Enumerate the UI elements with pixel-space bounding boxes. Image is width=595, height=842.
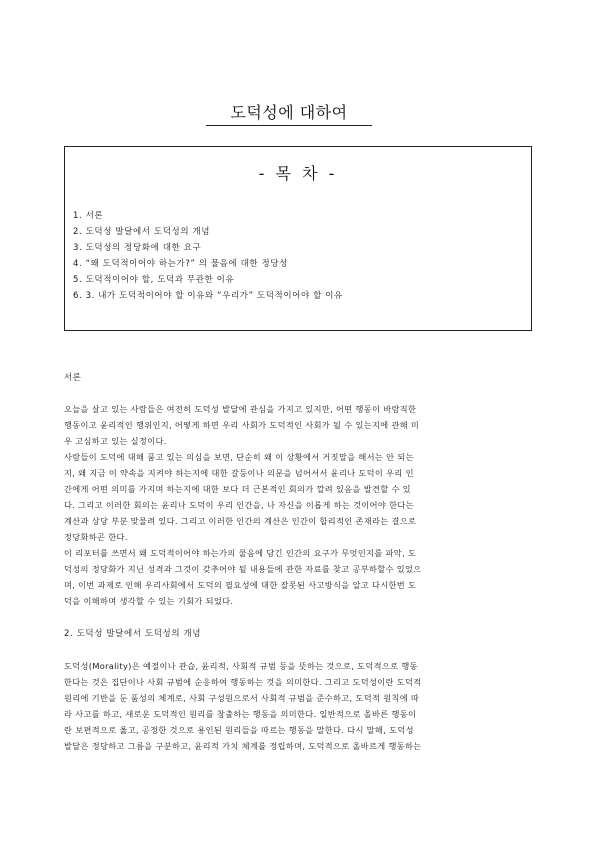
paragraph-line: 도덕성(Morality)은 예절이나 관습, 윤리적, 사회적 규범 등을 뜻하는 것으로, 도덕적으로 행동	[64, 661, 418, 671]
paragraph-line: 지, 왜 지금 이 약속을 지켜야 하는지에 대한 갈등이나 의문을 넘어서서 윤리나 도덕이 우리 인	[64, 468, 414, 478]
toc-item: 4. “왜 도덕적이어야 하는가?” 의 물음에 대한 정당성	[73, 259, 288, 269]
section-heading-intro: 서론	[64, 373, 82, 383]
paragraph-line: 다. 그리고 이러한 회의는 윤리나 도덕이 우리 인간을, 나 자신을 이롭게 하는 것이어야 한다는	[64, 500, 414, 510]
paragraph-line: 라 사고를 하고, 새로운 도덕적인 원리를 창출하는 행동을 의미한다. 일반적으로 올바른 행동이	[64, 709, 417, 719]
paragraph-line: 란 보편적으로 옳고, 공정한 것으로 용인된 원리들을 따르는 행동을 말한다. 다시 말해, 도덕성	[64, 725, 414, 735]
paragraph-line: 오늘을 살고 있는 사람들은 여전히 도덕성 발달에 관심을 가지고 있지만, 어떤 행동이 바람직한	[64, 404, 417, 414]
paragraph-line: 정당화하곤 한다.	[64, 532, 128, 542]
paragraph-line: 간에게 어떤 의미를 가지며 하는지에 대한 보다 더 근본적인 회의가 깔려 있음을 발견할 수 있	[64, 484, 411, 494]
toc-item: 5. 도덕적이어야 할, 도덕과 무관한 이유	[73, 275, 235, 285]
paragraph-line: 원리에 기반을 둔 품성의 체계로, 사회 구성원으로서 사회적 규범을 준수하고, 도덕적 원칙에 따	[64, 693, 420, 703]
paragraph-line: 사람들이 도덕에 대해 품고 있는 의심을 보면, 단순히 왜 이 상황에서 거짓말을 해서는 안 되는	[64, 452, 414, 462]
table-of-contents	[64, 146, 532, 331]
paragraph-line: 발달은 정당하고 그름을 구분하고, 윤리적 가치 체계를 정립하며, 도덕적으로 올바르게 행동하는	[64, 741, 422, 751]
paragraph-line: 행동이고 윤리적인 행위인지, 어떻게 하면 우리 사회가 도덕적인 사회가 될 수 있는지에 관해 미	[64, 420, 420, 430]
toc-item: 3. 도덕성의 정당화에 대한 요구	[73, 243, 202, 253]
document-title: 도덕성에 대하여	[230, 103, 348, 122]
toc-item: 6. 3. 내가 도덕적이어야 할 이유와 “우리가” 도덕적이어야 할 이유	[73, 291, 343, 301]
toc-list	[73, 208, 343, 304]
paragraph-line: 덕을 이해하며 생각할 수 있는 기회가 되었다.	[64, 596, 234, 606]
toc-item: 1. 서론	[73, 211, 104, 221]
toc-heading: - 목 차 -	[258, 164, 338, 183]
paragraph-line: 한다는 것은 집단이나 사회 규범에 순응하여 행동하는 것을 의미한다. 그리고 도덕성이란 도덕적	[64, 677, 422, 687]
paragraph-line: 이 리포터를 쓰면서 왜 도덕적이어야 하는가의 물음에 담긴 인간의 요구가 무엇인지를 파악, 도	[64, 548, 417, 558]
paragraph-line: 며, 이번 과제로 인해 우리사회에서 도덕의 필요성에 대한 잘못된 사고방식을 알고 다시한번 도	[64, 580, 417, 590]
paragraph-line: 덕성의 정당화가 지닌 성격과 그것이 갖추어야 될 내용들에 관한 자료를 찾고 공부하할수 있었으	[64, 564, 422, 574]
paragraph-line: 우 고심하고 있는 실정이다.	[64, 436, 167, 446]
toc-item: 2. 도덕성 발달에서 도덕성의 개념	[73, 227, 211, 237]
title-underline	[206, 125, 372, 126]
section-heading-concept: 2. 도덕성 발달에서 도덕성의 개념	[64, 629, 202, 639]
paragraph-line: 계산과 상당 부분 맞물려 있다. 그리고 이러한 인간의 계산은 인간이 합리적인 존재라는 결으로	[64, 516, 417, 526]
